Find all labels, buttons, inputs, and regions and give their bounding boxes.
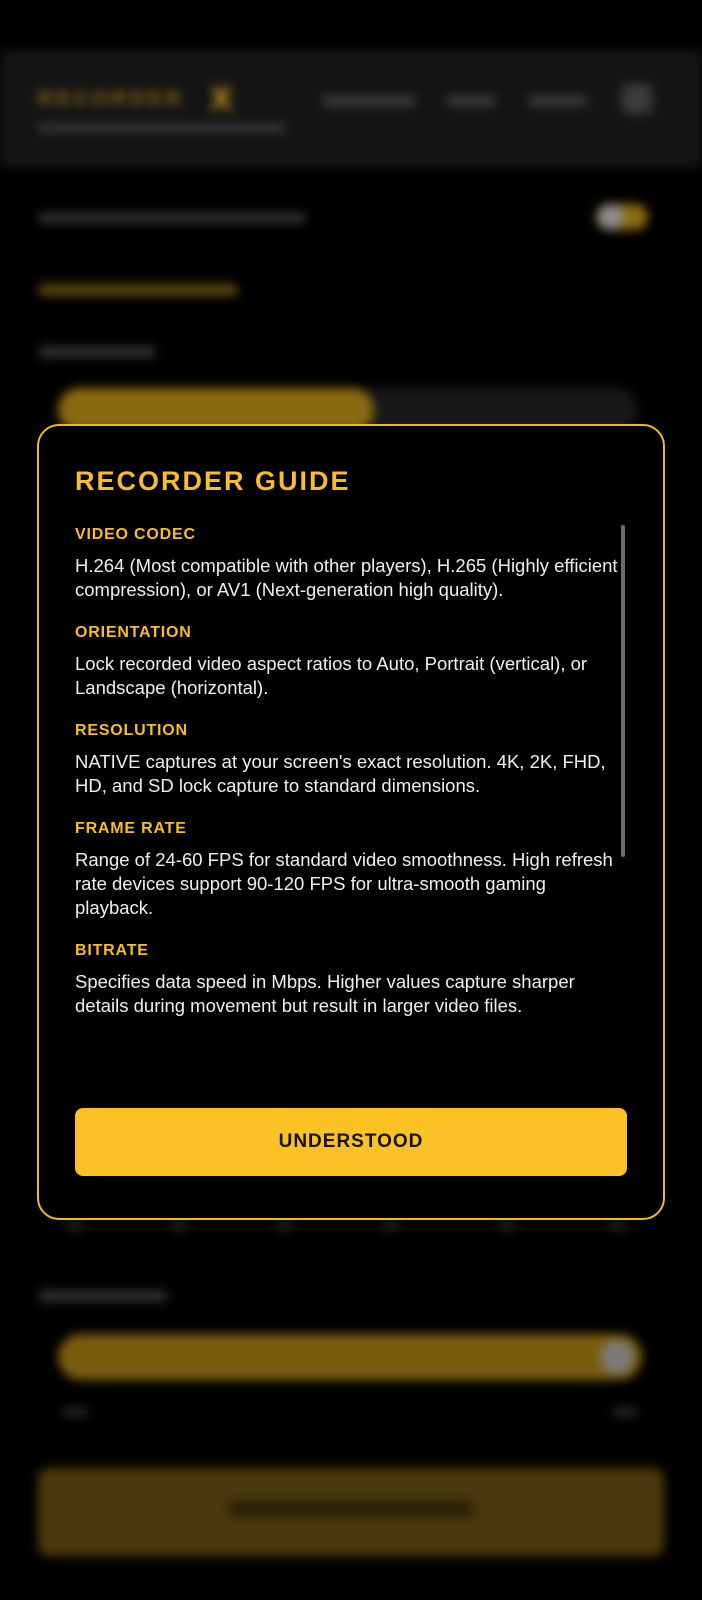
guide-section-resolution <box>75 722 625 798</box>
slider-tick <box>382 1222 400 1230</box>
guide-section-frame-rate <box>75 820 625 920</box>
guide-heading: FRAME RATE <box>75 820 187 837</box>
slider-tick <box>498 1222 516 1230</box>
settings-section-heading <box>38 284 238 296</box>
recorder-guide-dialog <box>37 424 665 1220</box>
guide-text: Specifies data speed in Mbps. Higher values capture sharper details during movement but result in larger video files. <box>75 971 575 1016</box>
app-logo-mark: X <box>210 80 233 118</box>
guide-scrollbar[interactable] <box>621 525 625 857</box>
start-recording-label <box>228 1500 474 1518</box>
slider-tick <box>276 1222 294 1230</box>
toggle-knob <box>598 204 624 230</box>
guide-heading: RESOLUTION <box>75 722 188 739</box>
slider-tick <box>170 1222 188 1230</box>
understood-button[interactable]: UNDERSTOOD <box>75 1108 627 1176</box>
slider-tick <box>66 1222 84 1230</box>
guide-heading: BITRATE <box>75 942 149 959</box>
header-nav-item <box>322 96 416 106</box>
header-nav-item <box>528 96 588 106</box>
guide-text: Lock recorded video aspect ratios to Auto, Portrait (vertical), or Landscape (horizontal). <box>75 653 588 698</box>
video-codec-label <box>38 346 156 358</box>
guide-section-bitrate <box>75 942 625 1018</box>
header-nav-item <box>446 96 496 106</box>
slider-tick <box>608 1222 626 1230</box>
guide-section-orientation <box>75 624 625 700</box>
guide-section-video-codec <box>75 526 625 602</box>
bitrate-slider-knob <box>600 1340 634 1374</box>
menu-icon <box>622 84 652 114</box>
bitrate-min-label <box>62 1408 88 1416</box>
guide-scroll-area[interactable] <box>75 526 625 1086</box>
bitrate-slider <box>58 1334 642 1380</box>
floating-controls-label <box>38 212 306 224</box>
bitrate-label <box>38 1290 168 1302</box>
app-tagline <box>38 124 286 132</box>
guide-heading: VIDEO CODEC <box>75 526 196 543</box>
dialog-title: RECORDER GUIDE <box>75 466 351 496</box>
bitrate-max-label <box>612 1408 638 1416</box>
guide-text: Range of 24-60 FPS for standard video smoothness. High refresh rate devices support 90-120 FPS for ultra-smooth gaming playback. <box>75 849 613 918</box>
guide-heading: ORIENTATION <box>75 624 192 641</box>
app-logo: RECORDER <box>38 88 185 110</box>
guide-text: H.264 (Most compatible with other players), H.265 (Highly efficient compression), or AV1 (Next-generation high quality). <box>75 555 618 600</box>
guide-text: NATIVE captures at your screen's exact resolution. 4K, 2K, FHD, HD, and SD lock capture to standard dimensions. <box>75 751 606 796</box>
